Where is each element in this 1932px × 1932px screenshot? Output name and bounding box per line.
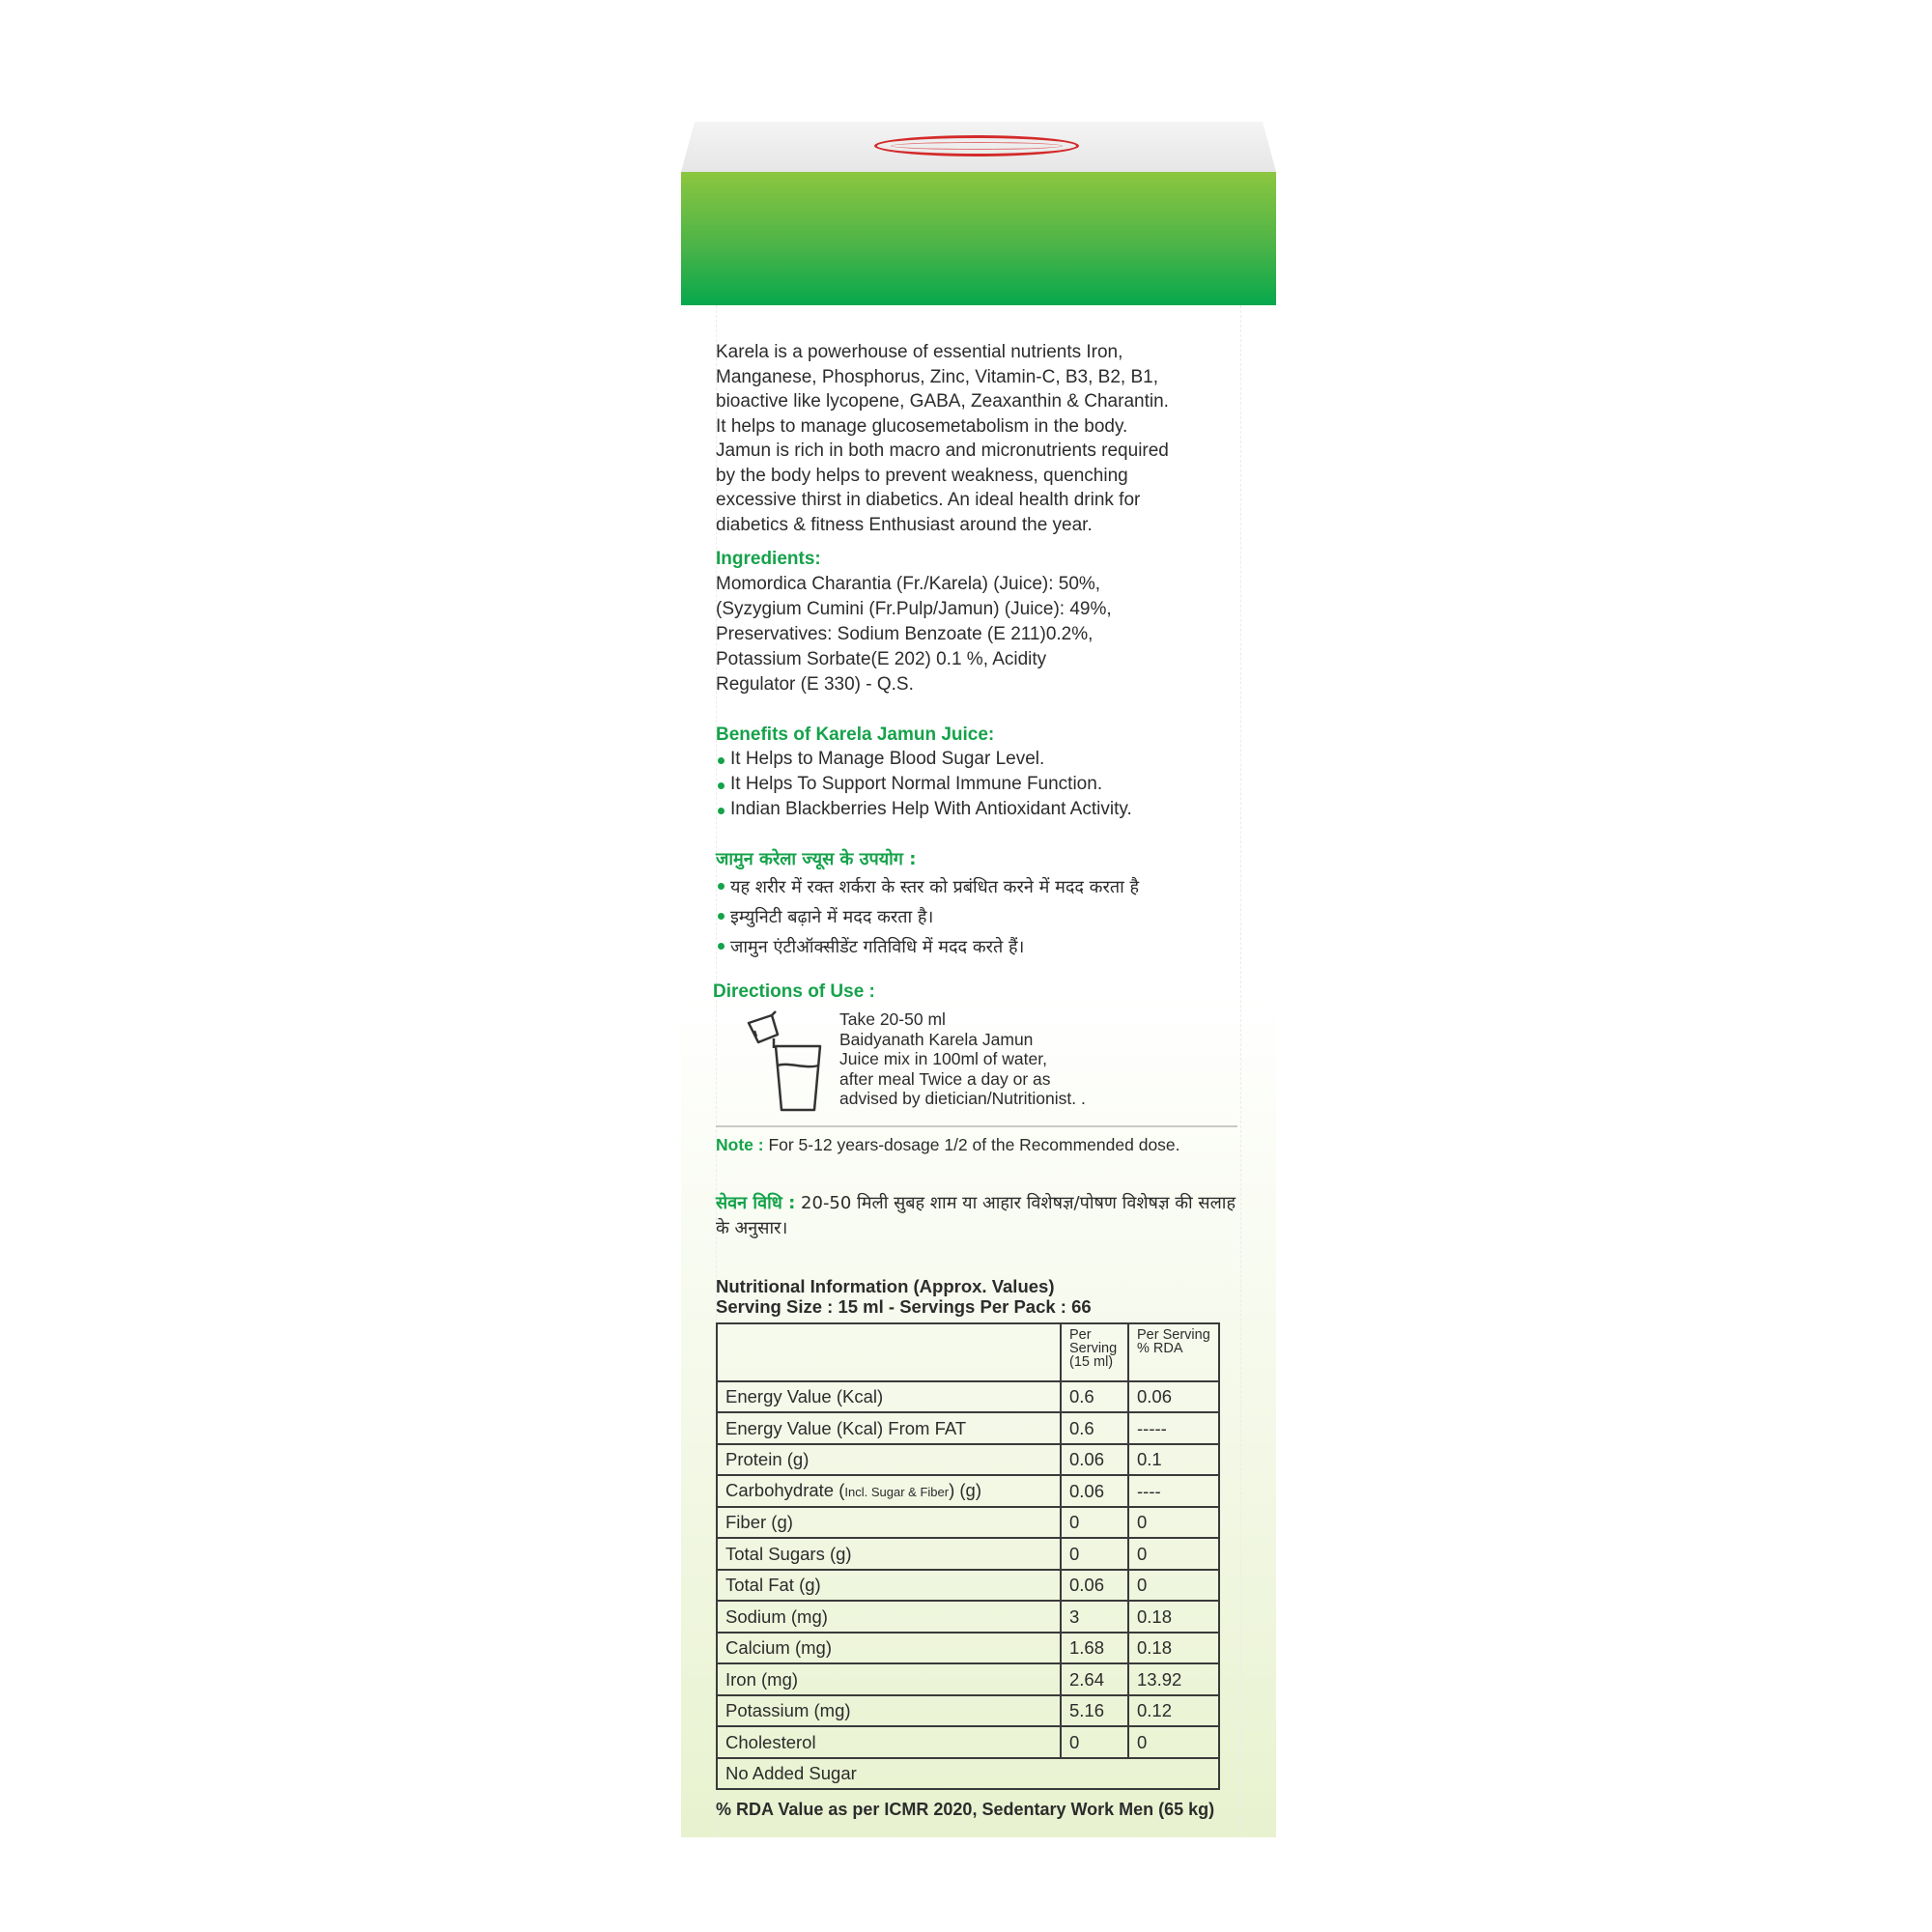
table-row xyxy=(717,1695,1219,1727)
per-serving-value: 0.6 xyxy=(1061,1412,1128,1444)
list-item: इम्युनिटी बढ़ाने में मदद करता है। xyxy=(716,902,1237,932)
nutrition-table xyxy=(716,1322,1220,1791)
nutrient-name: Sodium (mg) xyxy=(717,1601,1061,1633)
per-serving-value: 1.68 xyxy=(1061,1633,1128,1664)
rda-value: 0 xyxy=(1128,1726,1219,1758)
rda-value: 0.18 xyxy=(1128,1601,1219,1633)
hindi-dosage-text: 20-50 मिली सुबह शाम या आहार विशेषज्ञ/पोषण विशेषज्ञ की सलाह के अनुसार। xyxy=(716,1192,1236,1238)
per-serving-value: 5.16 xyxy=(1061,1695,1128,1727)
per-serving-value: 0.06 xyxy=(1061,1444,1128,1476)
rda-footnote: % RDA Value as per ICMR 2020, Sedentary Work Men (65 kg) xyxy=(716,1800,1215,1819)
per-serving-value: 0 xyxy=(1061,1538,1128,1570)
nutrient-name: Potassium (mg) xyxy=(717,1695,1061,1727)
nutrient-name: Total Sugars (g) xyxy=(717,1538,1061,1570)
rda-value: ---- xyxy=(1128,1475,1219,1507)
table-row xyxy=(717,1726,1219,1758)
hindi-benefits-heading: जामुन करेला ज्यूस के उपयोग : xyxy=(716,849,917,869)
pack-top xyxy=(681,122,1276,172)
table-header-rda: Per Serving % RDA xyxy=(1128,1323,1219,1381)
table-row xyxy=(717,1663,1219,1695)
directions-row xyxy=(716,1009,1237,1116)
nutrient-name: Energy Value (Kcal) From FAT xyxy=(717,1412,1061,1444)
table-row xyxy=(717,1444,1219,1476)
per-serving-value: 0.06 xyxy=(1061,1570,1128,1602)
label-content xyxy=(713,340,1237,1823)
no-added-sugar-cell: No Added Sugar xyxy=(717,1758,1219,1790)
rda-value: 0.1 xyxy=(1128,1444,1219,1476)
table-row xyxy=(717,1381,1219,1413)
nutrient-name-main: Carbohydrate ( xyxy=(725,1479,845,1500)
list-item: यह शरीर में रक्त शर्करा के स्तर को प्रबंधित करने में मदद करता है xyxy=(716,872,1237,902)
rda-value: 13.92 xyxy=(1128,1663,1219,1695)
directions-heading: Directions of Use : xyxy=(713,980,875,1002)
rda-value: 0 xyxy=(1128,1538,1219,1570)
table-row xyxy=(717,1570,1219,1602)
nutrition-title: Nutritional Information (Approx. Values) xyxy=(716,1275,1055,1296)
nutrient-name: Total Fat (g) xyxy=(717,1570,1061,1602)
table-header-per-serving: Per Serving (15 ml) xyxy=(1061,1323,1128,1381)
table-row xyxy=(717,1475,1219,1507)
rda-value: ----- xyxy=(1128,1412,1219,1444)
per-serving-value: 0 xyxy=(1061,1507,1128,1539)
note-label: Note : xyxy=(716,1135,764,1154)
per-serving-value: 0 xyxy=(1061,1726,1128,1758)
table-row xyxy=(717,1601,1219,1633)
nutrient-name-unit: ) (g) xyxy=(949,1479,981,1500)
pack-back-panel xyxy=(681,305,1276,1837)
hindi-benefits-list xyxy=(716,872,1237,962)
ingredients-text: Momordica Charantia (Fr./Karela) (Juice): 50%, (Syzygium Cumini (Fr.Pulp/Jamun) (Juice): 49%, Preservatives: Sodium Benzoate (E 211)0.2%, Potassium Sorbate(E 202) 0.1 %, Acidity Regulator (E 330) - Q.S. xyxy=(716,573,1112,695)
table-header-row xyxy=(717,1323,1219,1381)
benefits-list xyxy=(716,747,1237,822)
table-row xyxy=(717,1633,1219,1664)
list-item: Indian Blackberries Help With Antioxidant Activity. xyxy=(716,797,1237,822)
nutrient-name xyxy=(717,1475,1061,1507)
rda-value: 0.18 xyxy=(1128,1633,1219,1664)
note-line xyxy=(716,1133,1237,1158)
nutrient-name: Calcium (mg) xyxy=(717,1633,1061,1664)
list-item: जामुन एंटीऑक्सीडेंट गतिविधि में मदद करते हैं। xyxy=(716,932,1237,962)
ingredients-heading: Ingredients: xyxy=(716,549,821,569)
table-row xyxy=(717,1507,1219,1539)
list-item: It Helps to Manage Blood Sugar Level. xyxy=(716,747,1237,772)
per-serving-value: 3 xyxy=(1061,1601,1128,1633)
divider xyxy=(716,1125,1237,1127)
green-band xyxy=(681,172,1276,305)
table-row xyxy=(717,1538,1219,1570)
per-serving-value: 0.6 xyxy=(1061,1381,1128,1413)
pour-glass-icon xyxy=(716,1009,839,1116)
juice-pack xyxy=(681,122,1276,1837)
hindi-dosage-label: सेवन विधि : xyxy=(716,1192,796,1213)
serving-info: Serving Size : 15 ml - Servings Per Pack : 66 xyxy=(716,1295,1092,1317)
nutrient-name: Energy Value (Kcal) xyxy=(717,1381,1061,1413)
rda-value: 0 xyxy=(1128,1507,1219,1539)
table-row xyxy=(717,1412,1219,1444)
rda-value: 0.12 xyxy=(1128,1695,1219,1727)
nutrition-title-block xyxy=(716,1276,1237,1317)
directions-text: Take 20-50 ml Baidyanath Karela Jamun Juice mix in 100ml of water, after meal Twice a day or as advised by dietician/Nutritionist. . xyxy=(839,1009,1086,1108)
rda-value: 0.06 xyxy=(1128,1381,1219,1413)
table-header-blank xyxy=(717,1323,1061,1381)
list-item: It Helps To Support Normal Immune Function. xyxy=(716,772,1237,797)
intro-text: Karela is a powerhouse of essential nutrients Iron, Manganese, Phosphorus, Zinc, Vitamin-C, B3, B2, B1, bioactive like lycopene, GABA, Zeaxanthin & Charantin. It helps to manage glucosemetabolism in the body. Jamun is rich in both macro and micronutrients required by the body helps to prevent weakness, quenching excessive thirst in diabetics. An ideal health drink for diabetics & fitness Enthusiast around the year. xyxy=(716,342,1169,535)
fold-line-right xyxy=(1240,305,1241,1837)
nutrient-name: Fiber (g) xyxy=(717,1507,1061,1539)
per-serving-value: 0.06 xyxy=(1061,1475,1128,1507)
benefits-heading: Benefits of Karela Jamun Juice: xyxy=(716,724,995,745)
hindi-dosage xyxy=(716,1191,1237,1241)
nutrient-name: Iron (mg) xyxy=(717,1663,1061,1695)
note-text: For 5-12 years-dosage 1/2 of the Recommended dose. xyxy=(763,1135,1180,1154)
nutrient-name: Protein (g) xyxy=(717,1444,1061,1476)
per-serving-value: 2.64 xyxy=(1061,1663,1128,1695)
brand-seal-logo xyxy=(874,135,1079,156)
rda-value: 0 xyxy=(1128,1570,1219,1602)
table-row-last xyxy=(717,1758,1219,1790)
nutrient-name: Cholesterol xyxy=(717,1726,1061,1758)
nutrient-name-note: Incl. Sugar & Fiber xyxy=(844,1484,950,1499)
